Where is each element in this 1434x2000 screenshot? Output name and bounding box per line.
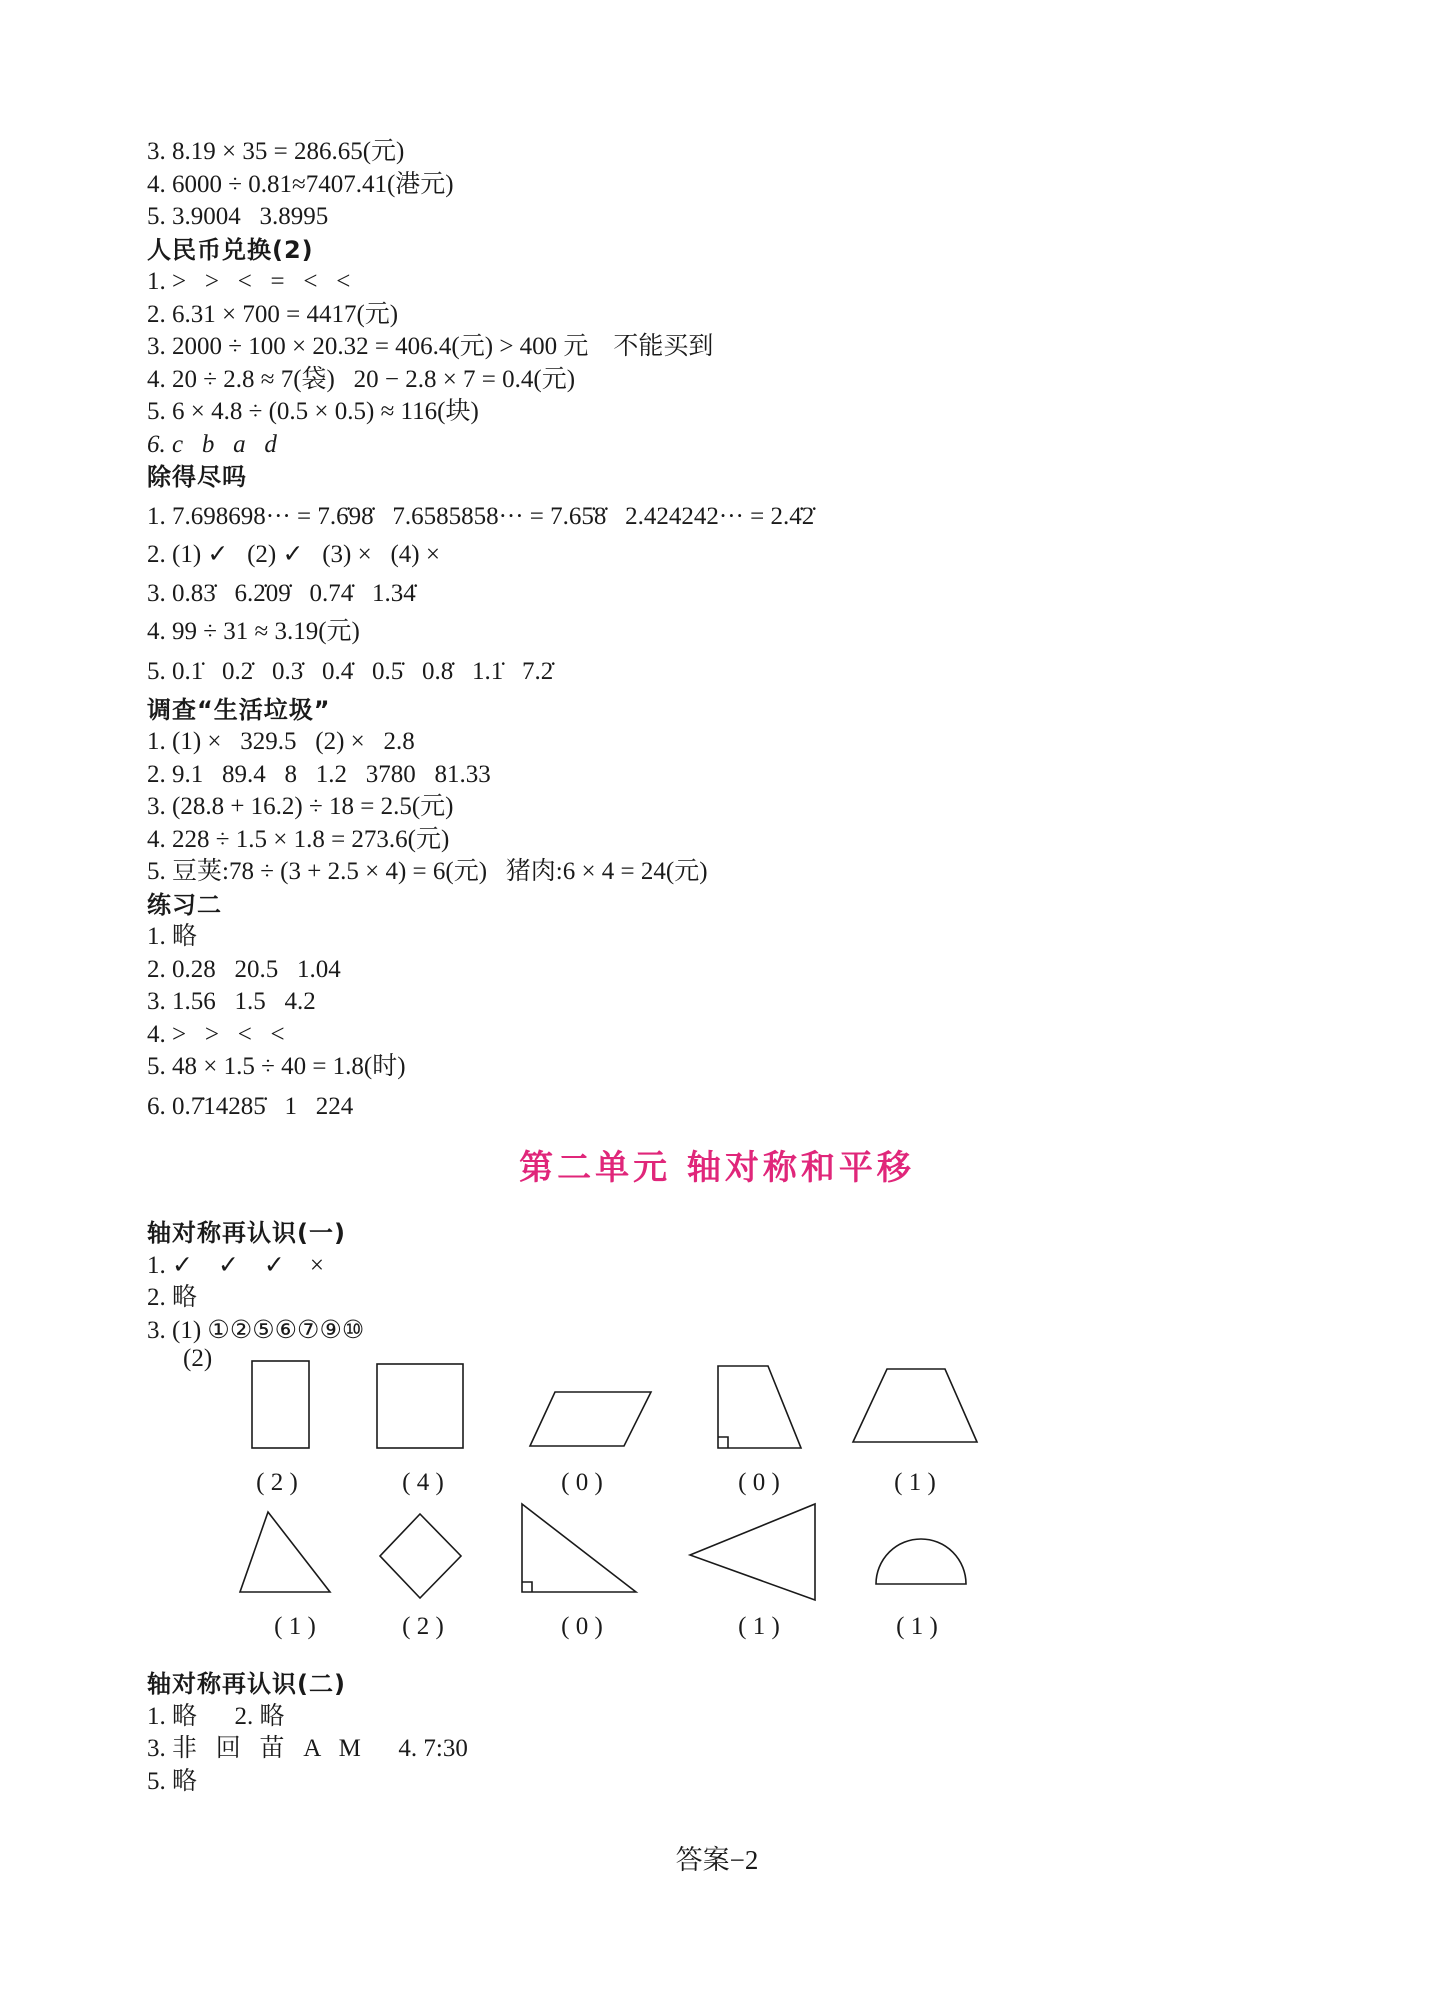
right-angle-mark — [718, 1437, 728, 1448]
answer-line: 3. 2000 ÷ 100 × 20.32 = 406.4(元) > 400 元 不能买到 — [147, 333, 714, 360]
answer-line: 3. 非 回 苗 A M 4. 7:30 — [147, 1735, 468, 1762]
answer-line: 1. 略 — [147, 923, 198, 950]
answer-line: 2. 9.1 89.4 8 1.2 3780 81.33 — [147, 760, 491, 788]
section-title-survey: 调查“生活垃圾” — [147, 695, 331, 724]
answer-line: 5. 6 × 4.8 ÷ (0.5 × 0.5) ≈ 116(块) — [147, 398, 479, 425]
answer-line: 1. 7.698698··· = 7.6̇98̇ 7.6585858··· = 7.65̇8̇ 2.424242··· = 2.4̇2̇ — [147, 502, 815, 530]
triangle-shape — [240, 1512, 330, 1592]
answer-line: 5. 0.1̇ 0.2̇ 0.3̇ 0.4̇ 0.5̇ 0.8̇ 1.1̇ 7.2̇ — [147, 657, 554, 685]
answer-line: 2. (1) ✓ (2) ✓ (3) × (4) × — [147, 540, 440, 568]
shape-axis-count: ( 1 ) — [274, 1613, 316, 1640]
shape-axis-count: ( 4 ) — [402, 1469, 444, 1496]
answer-line: 2. 6.31 × 700 = 4417(元) — [147, 300, 399, 328]
semicircle-shape — [876, 1539, 966, 1584]
answer-line: 5. 豆荚:78 ÷ (3 + 2.5 × 4) = 6(元) 猪肉:6 × 4 = 24(元) — [147, 858, 708, 885]
answer-line: 6. 0.7̇14285̇ 1 224 — [147, 1092, 354, 1120]
shape-axis-count: ( 0 ) — [738, 1469, 780, 1496]
shape-axis-count: ( 0 ) — [561, 1613, 603, 1640]
answer-line: 1. (1) × 329.5 (2) × 2.8 — [147, 728, 415, 755]
shape-axis-count: ( 2 ) — [402, 1613, 444, 1640]
answer-line: 4. 20 ÷ 2.8 ≈ 7(袋) 20 − 2.8 × 7 = 0.4(元) — [147, 365, 576, 393]
answer-line: 1. 略 2. 略 — [147, 1702, 285, 1730]
answer-line: 2. 略 — [147, 1284, 198, 1311]
unit-title: 第二单元 轴对称和平移 — [519, 1148, 915, 1188]
shape-axis-count: ( 1 ) — [896, 1613, 938, 1640]
square-shape — [377, 1364, 463, 1448]
answer-line: 5. 3.9004 3.8995 — [147, 203, 329, 230]
right-triangle-shape — [522, 1504, 636, 1592]
answer-line: 4. 228 ÷ 1.5 × 1.8 = 273.6(元) — [147, 825, 450, 853]
answer-line: 3. 1.56 1.5 4.2 — [147, 988, 316, 1015]
section-title-practice: 练习二 — [147, 890, 222, 919]
answer-line: 3. 0.83̇ 6.2̇09̇ 0.74̇ 1.34̇ — [147, 580, 416, 607]
sub-question-label: (2) — [183, 1345, 213, 1372]
answer-line: 3. (28.8 + 16.2) ÷ 18 = 2.5(元) — [147, 793, 454, 820]
answer-line: 3. 8.19 × 35 = 286.65(元) — [147, 138, 405, 165]
shape-axis-count: ( 0 ) — [561, 1469, 603, 1496]
right-angle-mark — [522, 1582, 532, 1592]
section-title-divide: 除得尽吗 — [147, 463, 247, 491]
rectangle-shape — [252, 1361, 309, 1448]
parallelogram-shape — [530, 1392, 651, 1446]
obtuse-triangle-shape — [690, 1504, 815, 1600]
answer-line: 4. 99 ÷ 31 ≈ 3.19(元) — [147, 618, 360, 645]
isosceles-trapezoid-shape — [853, 1369, 977, 1442]
right-trapezoid-shape — [718, 1366, 801, 1448]
answer-line: 3. (1) ①②⑤⑥⑦⑨⑩ — [147, 1316, 365, 1344]
answer-line: 1. ✓ ✓ ✓ × — [147, 1251, 324, 1279]
answer-line: 4. > > < < — [147, 1020, 285, 1048]
answer-line: 4. 6000 ÷ 0.81≈7407.41(港元) — [147, 170, 454, 198]
answer-line: 1. > > < = < < — [147, 268, 351, 295]
section-title-axis1: 轴对称再认识(一) — [147, 1219, 346, 1247]
shape-axis-count: ( 2 ) — [256, 1469, 298, 1496]
shape-axis-count: ( 1 ) — [894, 1469, 936, 1496]
answer-line: 5. 略 — [147, 1767, 198, 1795]
section-title-axis2: 轴对称再认识(二) — [147, 1670, 346, 1698]
answers-column-axis2 — [147, 1668, 1297, 1798]
answer-line: 5. 48 × 1.5 ÷ 40 = 1.8(时) — [147, 1053, 406, 1080]
answer-line: 2. 0.28 20.5 1.04 — [147, 955, 341, 983]
section-title-rmb: 人民币兑换(2) — [147, 235, 314, 264]
page-number: 答案−2 — [675, 1845, 759, 1875]
shape-axis-count: ( 1 ) — [738, 1613, 780, 1640]
answer-line: 6. c b a d — [147, 430, 277, 458]
rhombus-shape — [380, 1514, 461, 1598]
